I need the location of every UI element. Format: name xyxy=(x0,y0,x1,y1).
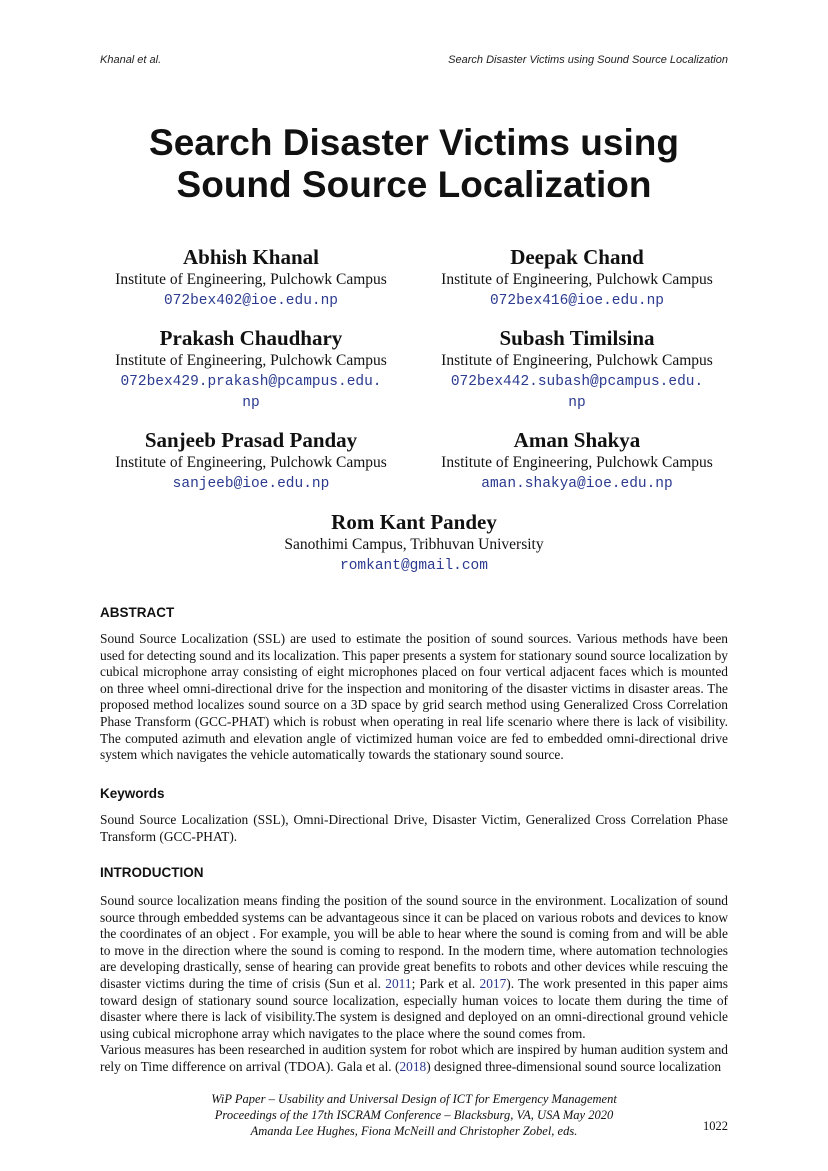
author-email[interactable]: romkant@gmail.com xyxy=(340,558,488,574)
introduction-paragraph-1 xyxy=(100,893,728,1042)
author-block xyxy=(91,245,411,312)
author-email-continued[interactable]: np xyxy=(242,395,260,411)
author-block xyxy=(417,245,737,312)
abstract-heading: ABSTRACT xyxy=(100,605,175,620)
page-footer xyxy=(130,1091,698,1139)
author-email[interactable]: sanjeeb@ioe.edu.np xyxy=(172,476,330,492)
author-block xyxy=(254,510,574,577)
paper-title-line-2: Sound Source Localization xyxy=(176,164,652,205)
running-head-authors: Khanal et al. xyxy=(100,54,162,66)
paper-title xyxy=(80,122,748,206)
footer-line: Proceedings of the 17th ISCRAM Conference – Blacksburg, VA, USA May 2020 xyxy=(214,1108,614,1122)
author-name: Deepak Chand xyxy=(510,245,644,269)
author-affiliation: Institute of Engineering, Pulchowk Campus xyxy=(115,271,387,288)
author-affiliation: Institute of Engineering, Pulchowk Campus xyxy=(115,454,387,471)
author-block xyxy=(417,326,737,414)
keywords-paragraph: Sound Source Localization (SSL), Omni-Directional Drive, Disaster Victim, Generalized Cross Correlation Phase Transform (GCC-PHAT). xyxy=(100,812,728,844)
footer-line: Amanda Lee Hughes, Fiona McNeill and Christopher Zobel, eds. xyxy=(250,1124,578,1138)
author-name: Prakash Chaudhary xyxy=(159,326,343,350)
author-block xyxy=(91,326,411,414)
intro-text-segment: Sound source localization means finding the position of the sound source in the environment. Localization of sound source through embedded systems can be advantageous since it can be placed on various robots and devices to know the coordinates of an object . For example, you will be able to hear where the sound is coming from and will be able to move in the direction where the sound is coming to respond. In the modern time, where automation technologies are developing drastically, sense of hearing can provide great benefits to robots and other devices while rescuing the disaster victims during the time of crisis (Sun et al. xyxy=(100,893,728,991)
keywords-text xyxy=(100,812,728,845)
intro-text-segment: ; Park et al. xyxy=(411,975,480,991)
author-name: Aman Shakya xyxy=(513,428,641,452)
running-head-title: Search Disaster Victims using Sound Source Localization xyxy=(448,54,728,66)
abstract-paragraph: Sound Source Localization (SSL) are used to estimate the position of sound sources. Various methods have been used for detecting sound and its localization. This paper presents a system for stationary sound source localization by cubical microphone array consisting of eight microphones placed on four vertical adjacent faces which is mounted on three wheel omni-directional drive for the inspection and monitoring of the disaster victims in disaster areas. The proposed method localizes sound source on a 3D space by grid search method using Generalized Cross Correlation Phase Transform (GCC-PHAT) which is robust when operating in real life scenario where there is lack of visibility. The computed azimuth and elevation angle of victimized human voice are fed to embedded omni-directional drive system which navigates the vehicle automatically towards the stationary sound source. xyxy=(100,631,728,763)
running-head xyxy=(100,54,728,70)
author-email[interactable]: 072bex402@ioe.edu.np xyxy=(163,293,339,309)
citation-link[interactable]: 2011 xyxy=(385,975,412,991)
author-affiliation: Institute of Engineering, Pulchowk Campus xyxy=(441,271,713,288)
page-number: 1022 xyxy=(703,1119,728,1133)
author-affiliation: Institute of Engineering, Pulchowk Campus xyxy=(441,454,713,471)
intro-text-segment: ) designed three-dimensional sound source localization xyxy=(426,1058,722,1074)
author-email[interactable]: 072bex442.subash@pcampus.edu. xyxy=(450,374,704,390)
intro-text-segment: ). The work presented in this paper aims toward design of stationary sound source localization, especially human voices to locate them during the time of disaster where there is lack of visibility.The system is designed and deployed on an omni-directional ground vehicle using cubical microphone array which navigates to the place where the sound comes from. xyxy=(100,975,728,1041)
author-affiliation: Institute of Engineering, Pulchowk Campus xyxy=(441,352,713,369)
citation-link[interactable]: 2018 xyxy=(399,1058,427,1074)
footer-line: WiP Paper – Usability and Universal Design of ICT for Emergency Management xyxy=(211,1092,617,1106)
author-affiliation: Sanothimi Campus, Tribhuvan University xyxy=(284,536,544,553)
author-name: Rom Kant Pandey xyxy=(331,510,497,534)
keywords-heading: Keywords xyxy=(100,786,165,801)
paper-title-line-1: Search Disaster Victims using xyxy=(149,122,679,163)
introduction-heading: INTRODUCTION xyxy=(100,865,204,880)
author-name: Sanjeeb Prasad Panday xyxy=(144,428,358,452)
introduction-text xyxy=(100,893,728,1076)
author-affiliation: Institute of Engineering, Pulchowk Campus xyxy=(115,352,387,369)
author-name: Subash Timilsina xyxy=(499,326,655,350)
author-block xyxy=(417,428,737,495)
citation-link[interactable]: 2017 xyxy=(479,975,507,991)
author-name: Abhish Khanal xyxy=(183,245,319,269)
introduction-paragraph-2 xyxy=(100,1042,728,1075)
author-email[interactable]: 072bex416@ioe.edu.np xyxy=(489,293,665,309)
author-email-continued[interactable]: np xyxy=(568,395,586,411)
abstract-text xyxy=(100,631,728,764)
author-email[interactable]: 072bex429.prakash@pcampus.edu. xyxy=(120,374,382,390)
author-block xyxy=(91,428,411,495)
author-email[interactable]: aman.shakya@ioe.edu.np xyxy=(481,476,673,492)
intro-text-segment: Various measures has been researched in audition system for robot which are inspired by human audition system and rely on Time difference on arrival (TDOA). Gala et al. ( xyxy=(100,1042,728,1074)
